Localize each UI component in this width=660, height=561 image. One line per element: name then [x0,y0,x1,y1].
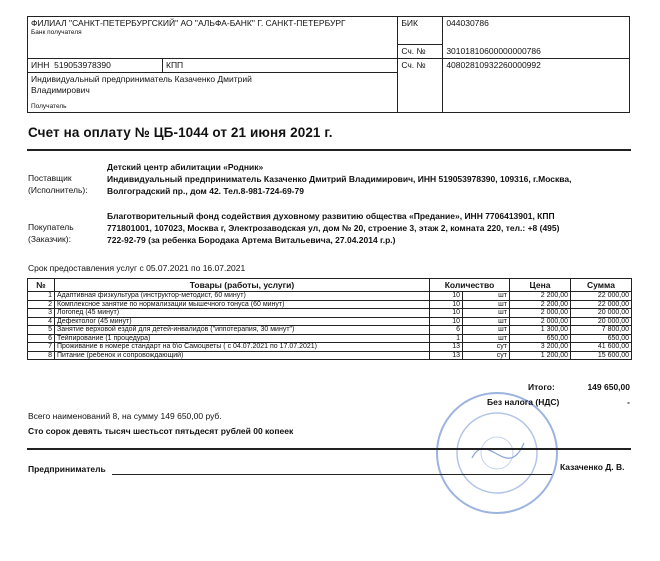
signature-name: Казаченко Д. В. [560,462,625,472]
supplier-label-line2: (Исполнитель): [28,185,88,195]
row-sum: 15 600,00 [571,351,632,360]
stamp-inner-ring [457,413,537,493]
row-qty: 10 [430,292,463,301]
row-number: 8 [28,351,55,360]
bank-label: Банк получателя [31,29,82,36]
row-number: 1 [28,292,55,301]
row-sum: 20 000,00 [571,309,632,318]
row-sum: 7 800,00 [571,326,632,335]
supplier-line2: Индивидуальный предприниматель Казаченко Дмитрий Владимирович, ИНН 519053978390, 109316, г.Москва, [107,174,572,184]
inn-label: ИНН [31,60,50,70]
row-sum: 22 000,00 [571,292,632,301]
table-row [28,334,632,343]
row-number: 7 [28,343,55,352]
row-qty: 1 [430,334,463,343]
row-unit: шт [463,292,510,301]
supplier-line1: Детский центр абилитации «Родник» [107,162,264,172]
supplier-details [107,161,637,197]
row-unit: сут [463,351,510,360]
row-item: Питание (ребенок и сопровождающий) [55,351,430,360]
row-item: Занятие верховой ездой для детей-инвалидов ("иппотерапия, 30 минут") [55,326,430,335]
row-price: 1 200,00 [510,351,571,360]
buyer-label-line2: (Заказчик): [28,234,71,244]
recipient-name: Индивидуальный предприниматель Казаченко Дмитрий Владимирович [31,74,252,95]
row-unit: шт [463,334,510,343]
table-row [28,317,632,326]
row-qty: 6 [430,326,463,335]
row-qty: 10 [430,317,463,326]
row-item: Логопед (45 минут) [55,309,430,318]
title-divider [27,149,631,151]
buyer-details [107,210,637,246]
row-unit: шт [463,300,510,309]
stamp-center [481,437,513,469]
bank-details-table [27,16,630,113]
items-table [27,278,632,360]
buyer-label [28,221,74,245]
stamp-outer-ring [437,393,560,513]
vat-label: Без налога (НДС) [487,397,560,407]
invoice-title: Счет на оплату № ЦБ-1044 от 21 июня 2021 г. [28,125,333,140]
row-item: Тейпирование (1 процедура) [55,334,430,343]
account-value: 40802810932260000992 [443,59,630,113]
items-summary: Всего наименований 8, на сумму 149 650,00 руб. [28,411,222,421]
inn-cell [28,59,163,73]
row-price: 1 300,00 [510,326,571,335]
items-body [28,292,632,360]
service-period: Срок предоставления услуг с 05.07.2021 по 16.07.2021 [28,263,246,273]
buyer-label-line1: Покупатель [28,222,74,232]
row-number: 3 [28,309,55,318]
row-number: 2 [28,300,55,309]
supplier-label-line1: Поставщик [28,173,72,183]
kpp-cell [163,59,398,73]
row-qty: 10 [430,309,463,318]
row-qty: 10 [430,300,463,309]
buyer-line1: Благотворительный фонд содействия духовному развитию общества «Предание», ИНН 7706413901, КПП [107,211,555,221]
bank-name-cell [28,17,398,59]
row-sum: 22 000,00 [571,300,632,309]
buyer-line2: 771801001, 107023, Москва г, Электрозаводская ул, дом № 20, строение 3, этаж 2, комната 220, тел.: +8 (495) [107,223,560,233]
row-item: Проживание в номере стандарт на б\о Самоцветы ( с 04.07.2021 по 17.07.2021) [55,343,430,352]
row-price: 650,00 [510,334,571,343]
row-sum: 41 600,00 [571,343,632,352]
row-sum: 650,00 [571,334,632,343]
row-qty: 13 [430,343,463,352]
row-qty: 13 [430,351,463,360]
amount-in-words: Сто сорок девять тысяч шестьсот пятьдесят рублей 00 копеек [28,426,294,436]
total-value: 149 650,00 [587,382,630,392]
table-row [28,300,632,309]
row-sum: 20 000,00 [571,317,632,326]
table-row [28,351,632,360]
account-label: Сч. № [398,59,443,113]
col-qty: Количество [430,279,510,292]
row-unit: шт [463,326,510,335]
stamp-signature [472,443,524,458]
recipient-label: Получатель [31,103,67,110]
row-item: Дефектолог (45 минут) [55,317,430,326]
signature-role: Предприниматель [28,464,106,474]
col-item: Товары (работы, услуги) [55,279,430,292]
signature-line [112,474,552,475]
row-item: Комплексное занятие по нормализации мышечного тонуса (60 минут) [55,300,430,309]
recipient-cell [28,73,398,113]
supplier-line3: Волгоградский пр., дом 42. Тел.8-981-724-69-79 [107,186,304,196]
inn-value: 519053978390 [54,60,111,70]
col-sum: Сумма [571,279,632,292]
corr-account-label: Сч. № [398,45,443,59]
table-row [28,292,632,301]
vat-value: - [627,397,630,407]
corr-account-value: 30101810600000000786 [443,45,630,59]
row-unit: сут [463,343,510,352]
kpp-label: КПП [166,60,184,70]
row-number: 6 [28,334,55,343]
table-row [28,309,632,318]
bik-label: БИК [398,17,443,45]
row-number: 5 [28,326,55,335]
bik-value: 044030786 [443,17,630,45]
table-row [28,343,632,352]
row-unit: шт [463,309,510,318]
supplier-label [28,172,88,196]
col-price: Цена [510,279,571,292]
row-item: Адаптивная физкультура (инструктор-методист, 60 минут) [55,292,430,301]
buyer-line3: 722-92-79 (за ребенка Бородака Артема Витальевича, 27.04.2014 г.р.) [107,235,396,245]
row-unit: шт [463,317,510,326]
total-label: Итого: [528,382,555,392]
row-price: 2 000,00 [510,309,571,318]
col-number: № [28,279,55,292]
row-number: 4 [28,317,55,326]
row-price: 2 200,00 [510,292,571,301]
row-price: 3 200,00 [510,343,571,352]
bank-name: ФИЛИАЛ "САНКТ-ПЕТЕРБУРГСКИЙ" АО "АЛЬФА-БАНК" Г. САНКТ-ПЕТЕРБУРГ [31,18,346,28]
row-price: 2 200,00 [510,300,571,309]
row-price: 2 000,00 [510,317,571,326]
summary-divider [27,448,631,450]
table-row [28,326,632,335]
